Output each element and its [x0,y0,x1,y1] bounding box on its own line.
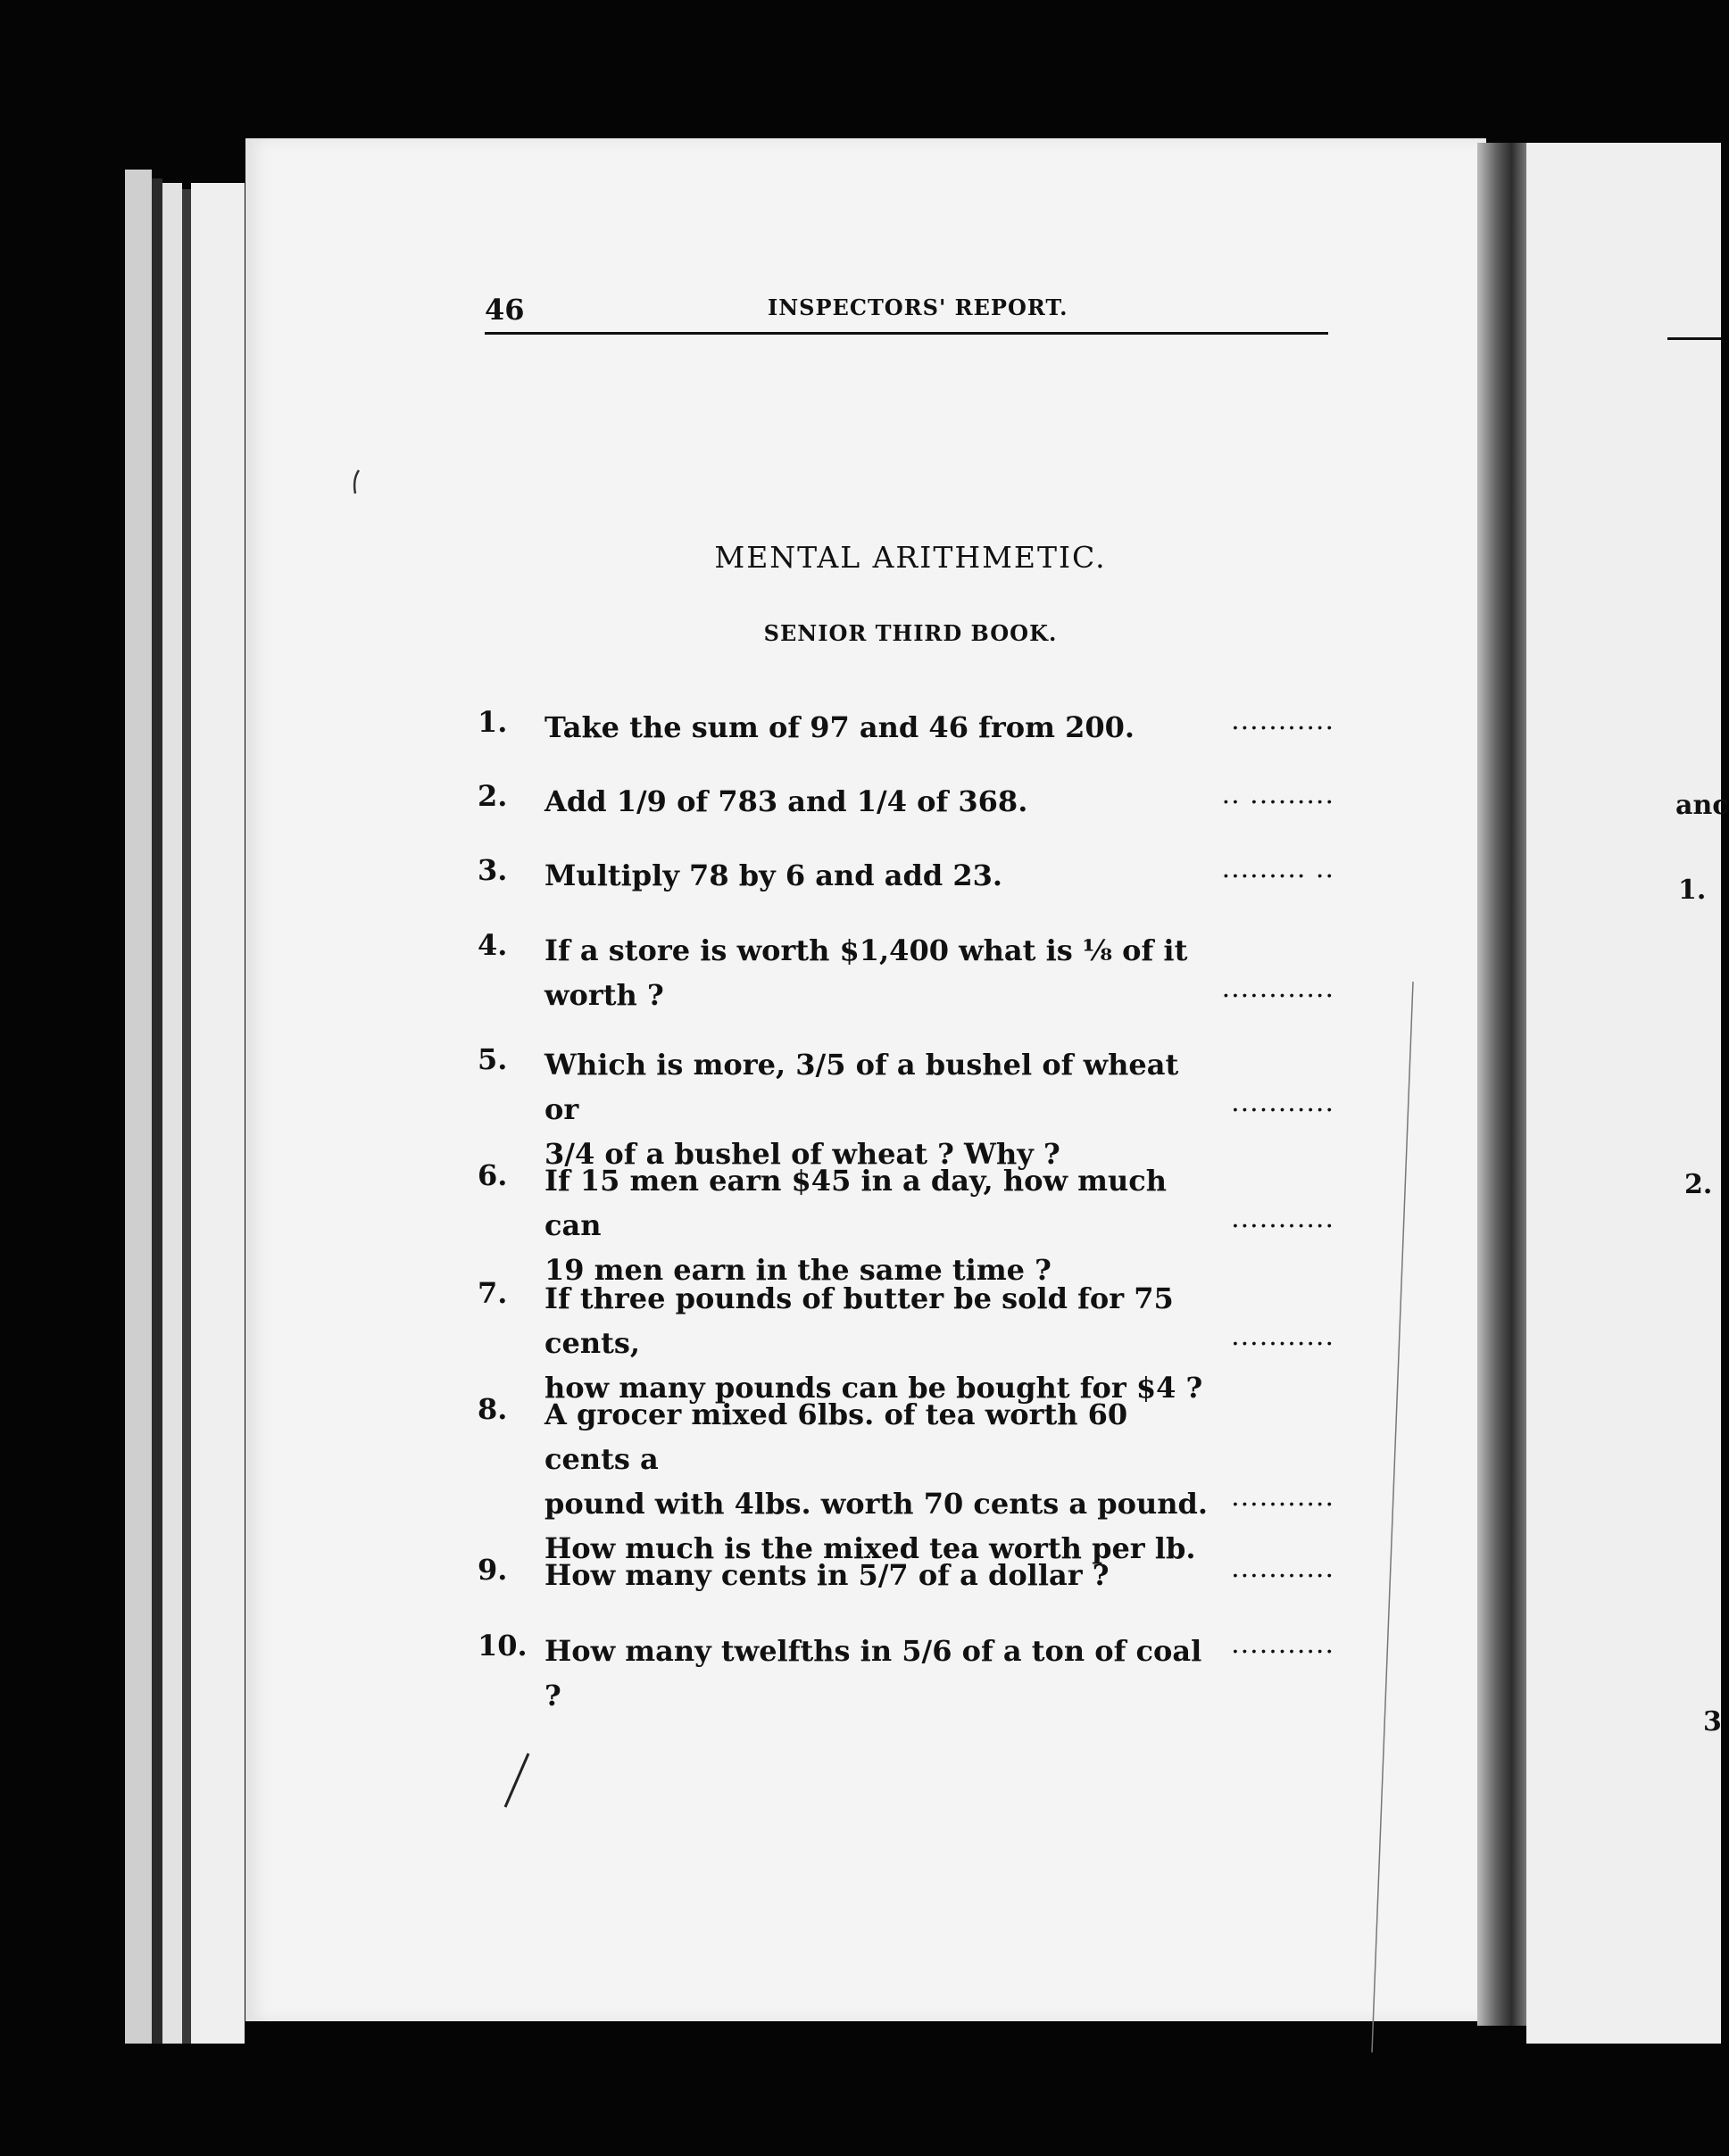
question-text [544,853,1209,898]
page-title: MENTAL ARITHMETIC. [714,540,1107,575]
question-text [544,1553,1209,1597]
answer-leader: ........... [1231,705,1334,736]
question-line: worth ? [544,978,664,1012]
page-subtitle: SENIOR THIRD BOOK. [763,620,1058,646]
question-line: pound with 4lbs. worth 70 cents a pound. [544,1487,1209,1521]
facing-page-fragment: 2. [1684,1169,1713,1200]
book-page-edges [162,183,182,2057]
answer-leader: ........... [1231,1203,1334,1234]
answer-leader: ............ [1221,973,1334,1004]
question-text [544,1276,1209,1410]
facing-page-fragment: 3 [1703,1706,1722,1737]
question-number: 9. [478,1553,508,1587]
page-crease [1370,982,1415,2052]
book-page-edges [191,183,245,2057]
running-title: INSPECTORS' REPORT. [768,294,1068,320]
answer-leader: ........... [1231,1481,1334,1513]
question-line: How much is the mixed tea worth per lb. [544,1531,1196,1565]
question-line: Which is more, 3/5 of a bushel of wheat or [544,1048,1179,1126]
answer-leader: ........... [1231,1553,1334,1584]
question-text [544,1392,1209,1571]
question-line: How many twelfths in 5/6 of a ton of coal ? [544,1634,1202,1712]
facing-page [1526,143,1721,2156]
question-number: 6. [478,1158,508,1192]
question-text [544,1042,1209,1176]
question-line: If a store is worth $1,400 what is ⅛ of it [544,933,1188,967]
background [0,2044,1721,2156]
question-text [544,1629,1209,1718]
question-text [544,779,1209,824]
question-number: 1. [478,705,508,739]
answer-leader: ........... [1231,1087,1334,1118]
question-number: 2. [478,779,508,813]
pencil-mark [351,469,362,495]
question-line: If three pounds of butter be sold for 75 cents, [544,1281,1174,1360]
book-page-edges [182,189,191,2054]
question-number: 7. [478,1276,508,1310]
question-number: 4. [478,928,508,962]
question-line: Take the sum of 97 and 46 from 200. [544,710,1135,744]
question-line: A grocer mixed 6lbs. of tea worth 60 cents a [544,1397,1128,1476]
page-number: 46 [485,293,525,327]
question-line: How many cents in 5/7 of a dollar ? [544,1558,1110,1592]
question-line: Multiply 78 by 6 and add 23. [544,858,1003,892]
question-number: 5. [478,1042,508,1076]
facing-header-rule [1667,337,1721,340]
book-gutter [1477,143,1526,2026]
book-page-edges [125,170,152,2070]
question-line: If 15 men earn $45 in a day, how much can [544,1164,1167,1242]
question-line: 3/4 of a bushel of wheat ? Why ? [544,1137,1060,1171]
question-text [544,928,1209,1017]
answer-leader: ........... [1231,1629,1334,1660]
title-block [661,0,1160,714]
question-number: 8. [478,1392,508,1426]
facing-page-fragment: anc [1675,790,1729,821]
question-number: 3. [478,853,508,887]
question-line: Add 1/9 of 783 and 1/4 of 368. [544,784,1028,818]
question-text [544,1158,1209,1292]
question-line: 19 men earn in the same time ? [544,1253,1052,1287]
question-line: how many pounds can be bought for $4 ? [544,1371,1203,1405]
pencil-mark [500,1749,536,1812]
book-page-edges [152,178,162,2061]
answer-leader: ........... [1231,1321,1334,1352]
facing-page-fragment: 1. [1678,875,1707,906]
answer-leader: ......... .. [1221,853,1334,884]
question-number: 10. [478,1629,528,1663]
question-text [544,705,1209,750]
answer-leader: .. ......... [1221,779,1334,810]
